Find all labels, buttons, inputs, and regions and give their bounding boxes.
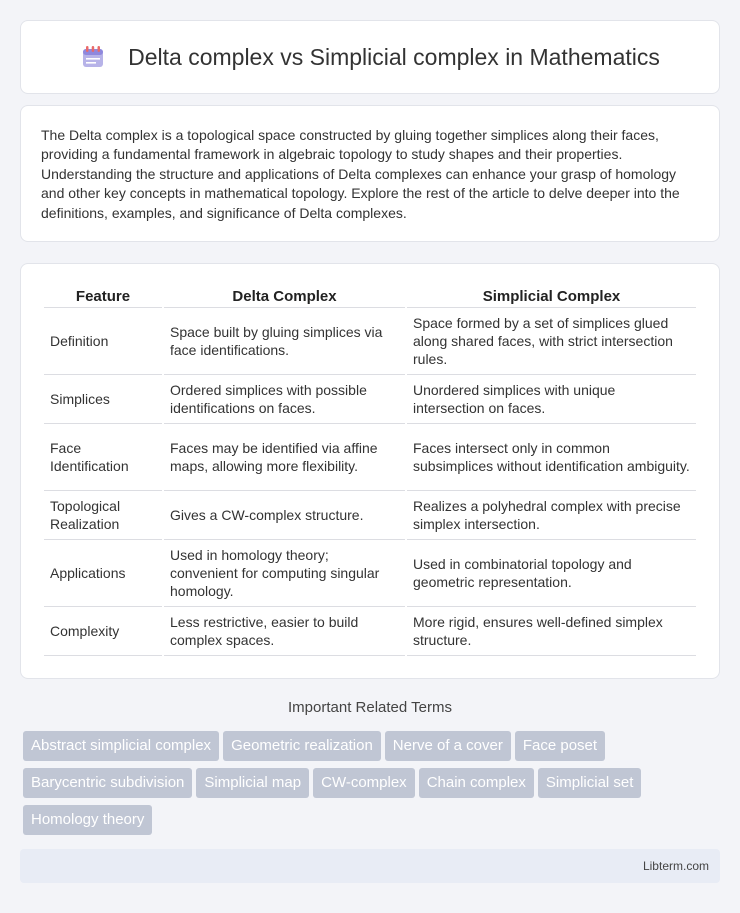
header-card [20,20,720,94]
footer-site-link[interactable]: Libterm.com [642,859,709,873]
intro-card [20,105,720,242]
table-row [44,308,696,375]
header-feature: Feature [44,284,162,308]
table-row [44,424,696,491]
table-row [44,607,696,656]
related-terms-title: Important Related Terms [288,699,452,716]
row-delta: Faces may be identified via affine maps, allowing more flexibility. [164,424,405,491]
related-term-tag[interactable]: CW-complex [313,768,415,798]
table-row [44,375,696,424]
intro-paragraph: The Delta complex is a topological space constructed by gluing together simplices along their faces, providing a fundamental framework in algebraic topology to study shapes and their properties. Understanding the structure and applications of Delta complexes can enhance your grasp of homology and other key concepts in mathematical topology. Explore the rest of the article to delve deeper into the definitions, examples, and significance of Delta complexes. [41,127,680,221]
calendar-notebook-icon [80,44,106,70]
row-simplicial: Realizes a polyhedral complex with precise simplex intersection. [407,491,696,540]
related-term-tag[interactable]: Simplicial map [196,768,309,798]
related-term-tag[interactable]: Nerve of a cover [385,731,511,761]
related-term-tag[interactable]: Simplicial set [538,768,642,798]
row-feature: Topological Realization [44,491,162,540]
row-delta: Used in homology theory; convenient for computing singular homology. [164,540,405,607]
related-term-tag[interactable]: Face poset [515,731,605,761]
row-feature: Complexity [44,607,162,656]
page-title: Delta complex vs Simplicial complex in Mathematics [128,43,660,70]
related-term-tag[interactable]: Abstract simplicial complex [23,731,219,761]
row-simplicial: More rigid, ensures well-defined simplex structure. [407,607,696,656]
table-header-row [44,284,696,308]
row-feature: Face Identification [44,424,162,491]
comparison-table [42,284,698,656]
row-delta: Gives a CW-complex structure. [164,491,405,540]
related-term-tag[interactable]: Chain complex [419,768,534,798]
row-simplicial: Unordered simplices with unique intersection on faces. [407,375,696,424]
related-term-tag[interactable]: Barycentric subdivision [23,768,192,798]
row-feature: Applications [44,540,162,607]
header-delta-complex: Delta Complex [164,284,405,308]
header [80,44,660,71]
comparison-card [20,263,720,679]
row-delta: Ordered simplices with possible identifications on faces. [164,375,405,424]
row-feature: Definition [44,308,162,375]
table-row [44,540,696,607]
related-term-tag[interactable]: Geometric realization [223,731,381,761]
row-delta: Less restrictive, easier to build complex spaces. [164,607,405,656]
footer [20,849,720,883]
related-term-tag[interactable]: Homology theory [23,805,152,835]
row-delta: Space built by gluing simplices via face identifications. [164,308,405,375]
row-simplicial: Used in combinatorial topology and geometric representation. [407,540,696,607]
row-simplicial: Space formed by a set of simplices glued along shared faces, with strict intersection rules. [407,308,696,375]
related-terms-list [23,731,723,842]
row-simplicial: Faces intersect only in common subsimplices without identification ambiguity. [407,424,696,491]
header-simplicial-complex: Simplicial Complex [407,284,696,308]
row-feature: Simplices [44,375,162,424]
table-row [44,491,696,540]
